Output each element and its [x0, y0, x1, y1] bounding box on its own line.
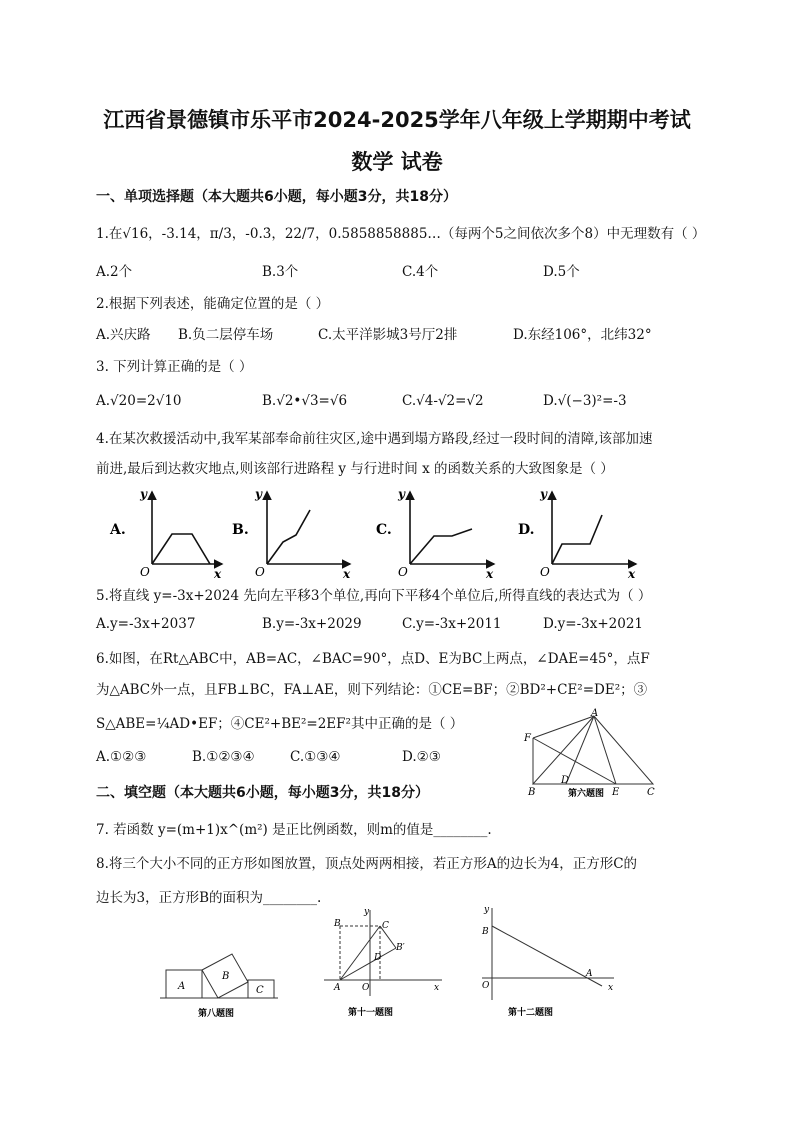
- graph-c: [376, 487, 494, 581]
- svg-text:y: y: [484, 905, 490, 915]
- svg-text:x: x: [434, 983, 440, 993]
- figure-11-caption: 第十一题图: [348, 1008, 394, 1018]
- svg-text:B: B: [482, 927, 489, 937]
- q3-option-a: A.√20=2√10: [96, 393, 182, 409]
- question-8-line-1: 8.将三个大小不同的正方形如图放置，顶点处两两相接，若正方形A的边长为4，正方形C的: [96, 856, 638, 872]
- question-5: 5.将直线 y=-3x+2024 先向左平移3个单位,再向下平移4个单位后,所得直线的表达式为（ ）: [96, 588, 652, 604]
- q2-option-b: B.负二层停车场: [178, 327, 274, 343]
- q5-option-a: A.y=-3x+2037: [96, 616, 196, 632]
- q5-option-d: D.y=-3x+2021: [543, 616, 644, 632]
- graph-d: [518, 487, 636, 581]
- question-6-line-3: S△ABE=¼AD•EF；④CE²+BE²=2EF²其中正确的是（ ）: [96, 716, 464, 732]
- question-4-line-2: 前进,最后到达救灾地点,则该部行进路程 y 与行进时间 x 的函数关系的大致图象是（ ）: [96, 461, 614, 477]
- svg-text:O: O: [362, 983, 370, 993]
- section-2-heading: 二、填空题（本大题共6小题，每小题3分，共18分）: [96, 785, 429, 801]
- q6-option-c: C.①③④: [290, 749, 341, 765]
- svg-text:y: y: [140, 487, 147, 501]
- q5-option-b: B.y=-3x+2029: [262, 616, 362, 632]
- q3-option-c: C.√4-√2=√2: [402, 393, 484, 409]
- q2-option-c: C.太平洋影城3号厅2排: [318, 327, 458, 343]
- svg-text:D: D: [374, 953, 382, 963]
- svg-text:x: x: [628, 567, 636, 581]
- q1-option-a: A.2个: [96, 264, 133, 280]
- svg-text:C: C: [382, 921, 389, 931]
- question-6-line-2: 为△ABC外一点，且FB⊥BC，FA⊥AE，则下列结论：①CE=BF；②BD²+CE²=DE²；③: [96, 682, 648, 698]
- graph-a: [109, 487, 222, 581]
- q6-option-b: B.①②③④: [192, 749, 255, 765]
- page-title: 江西省景德镇市乐平市2024-2025学年八年级上学期期中考试: [103, 108, 691, 132]
- question-2: 2.根据下列表述，能确定位置的是（ ）: [96, 296, 330, 312]
- graph-a-label: A.: [110, 522, 126, 538]
- graph-d-curve: [552, 515, 602, 564]
- svg-text:B: B: [528, 787, 536, 798]
- svg-text:A: A: [586, 969, 593, 979]
- svg-text:y: y: [255, 487, 262, 501]
- question-7: 7. 若函数 y=(m+1)x^(m²) 是正比例函数，则m的值是________.: [96, 822, 492, 838]
- q6-figure-caption: 第六题图: [568, 789, 605, 799]
- svg-text:A: A: [334, 983, 341, 993]
- svg-text:x: x: [214, 567, 222, 581]
- graph-a-curve: [152, 534, 210, 564]
- svg-text:F: F: [524, 733, 531, 744]
- q5-option-c: C.y=-3x+2011: [402, 616, 502, 632]
- question-3: 3. 下列计算正确的是（ ）: [96, 359, 253, 375]
- figure-12-caption: 第十二题图: [508, 1008, 554, 1018]
- svg-text:x: x: [343, 567, 351, 581]
- figure-8-caption: 第八题图: [198, 1009, 235, 1019]
- graph-d-label: D.: [518, 522, 535, 538]
- graph-c-label: C.: [376, 522, 392, 538]
- page-subtitle: 数学 试卷: [351, 150, 443, 174]
- q2-option-a: A.兴庆路: [96, 327, 151, 343]
- svg-text:B′: B′: [396, 943, 405, 953]
- q3-option-b: B.√2•√3=√6: [262, 393, 348, 409]
- svg-text:y: y: [364, 907, 370, 917]
- q4-graphs: [100, 482, 660, 582]
- question-6-line-1: 6.如图，在Rt△ABC中，AB=AC，∠BAC=90°，点D、E为BC上两点，∠DAE=45°，点F: [96, 651, 650, 667]
- svg-text:B: B: [222, 971, 230, 982]
- q3-option-d: D.√(−3)²=-3: [543, 393, 627, 409]
- question-4-line-1: 4.在某次救援活动中,我军某部奉命前往灾区,途中遇到塌方路段,经过一段时间的清障,该部加速: [96, 431, 653, 447]
- question-8-line-2: 边长为3，正方形B的面积为________.: [96, 890, 322, 906]
- figure-8: [160, 946, 280, 1024]
- svg-text:A: A: [591, 708, 599, 719]
- graph-b: [232, 487, 351, 581]
- q2-option-d: D.东经106°，北纬32°: [513, 327, 652, 343]
- graph-b-label: B.: [232, 522, 249, 538]
- svg-text:x: x: [486, 567, 494, 581]
- svg-text:D: D: [561, 775, 570, 786]
- svg-text:C: C: [647, 787, 655, 798]
- graph-b-curve: [267, 510, 310, 564]
- svg-text:O: O: [255, 565, 265, 579]
- svg-text:O: O: [540, 565, 550, 579]
- svg-text:O: O: [140, 565, 150, 579]
- svg-text:E: E: [612, 787, 620, 798]
- q6-option-d: D.②③: [402, 749, 441, 765]
- svg-text:A: A: [178, 981, 186, 992]
- q1-option-c: C.4个: [402, 264, 439, 280]
- question-1: 1.在√16，-3.14，π/3，-0.3̇，22/7，0.5858858885…（每两个5之间依次多个8）中无理数有（ ）: [96, 226, 706, 242]
- figure-11: [318, 906, 448, 1022]
- figure-12: [478, 904, 618, 1022]
- svg-text:y: y: [540, 487, 547, 501]
- svg-text:x: x: [608, 983, 614, 993]
- svg-text:C: C: [256, 985, 264, 996]
- svg-text:O: O: [482, 981, 490, 991]
- graph-c-curve: [410, 529, 472, 564]
- section-1-heading: 一、单项选择题（本大题共6小题，每小题3分，共18分）: [96, 189, 457, 205]
- svg-text:B: B: [334, 919, 341, 929]
- q6-figure: [520, 708, 670, 800]
- q1-option-b: B.3个: [262, 264, 299, 280]
- q1-option-d: D.5个: [543, 264, 580, 280]
- q6-option-a: A.①②③: [96, 749, 147, 765]
- svg-text:O: O: [398, 565, 408, 579]
- svg-text:y: y: [398, 487, 405, 501]
